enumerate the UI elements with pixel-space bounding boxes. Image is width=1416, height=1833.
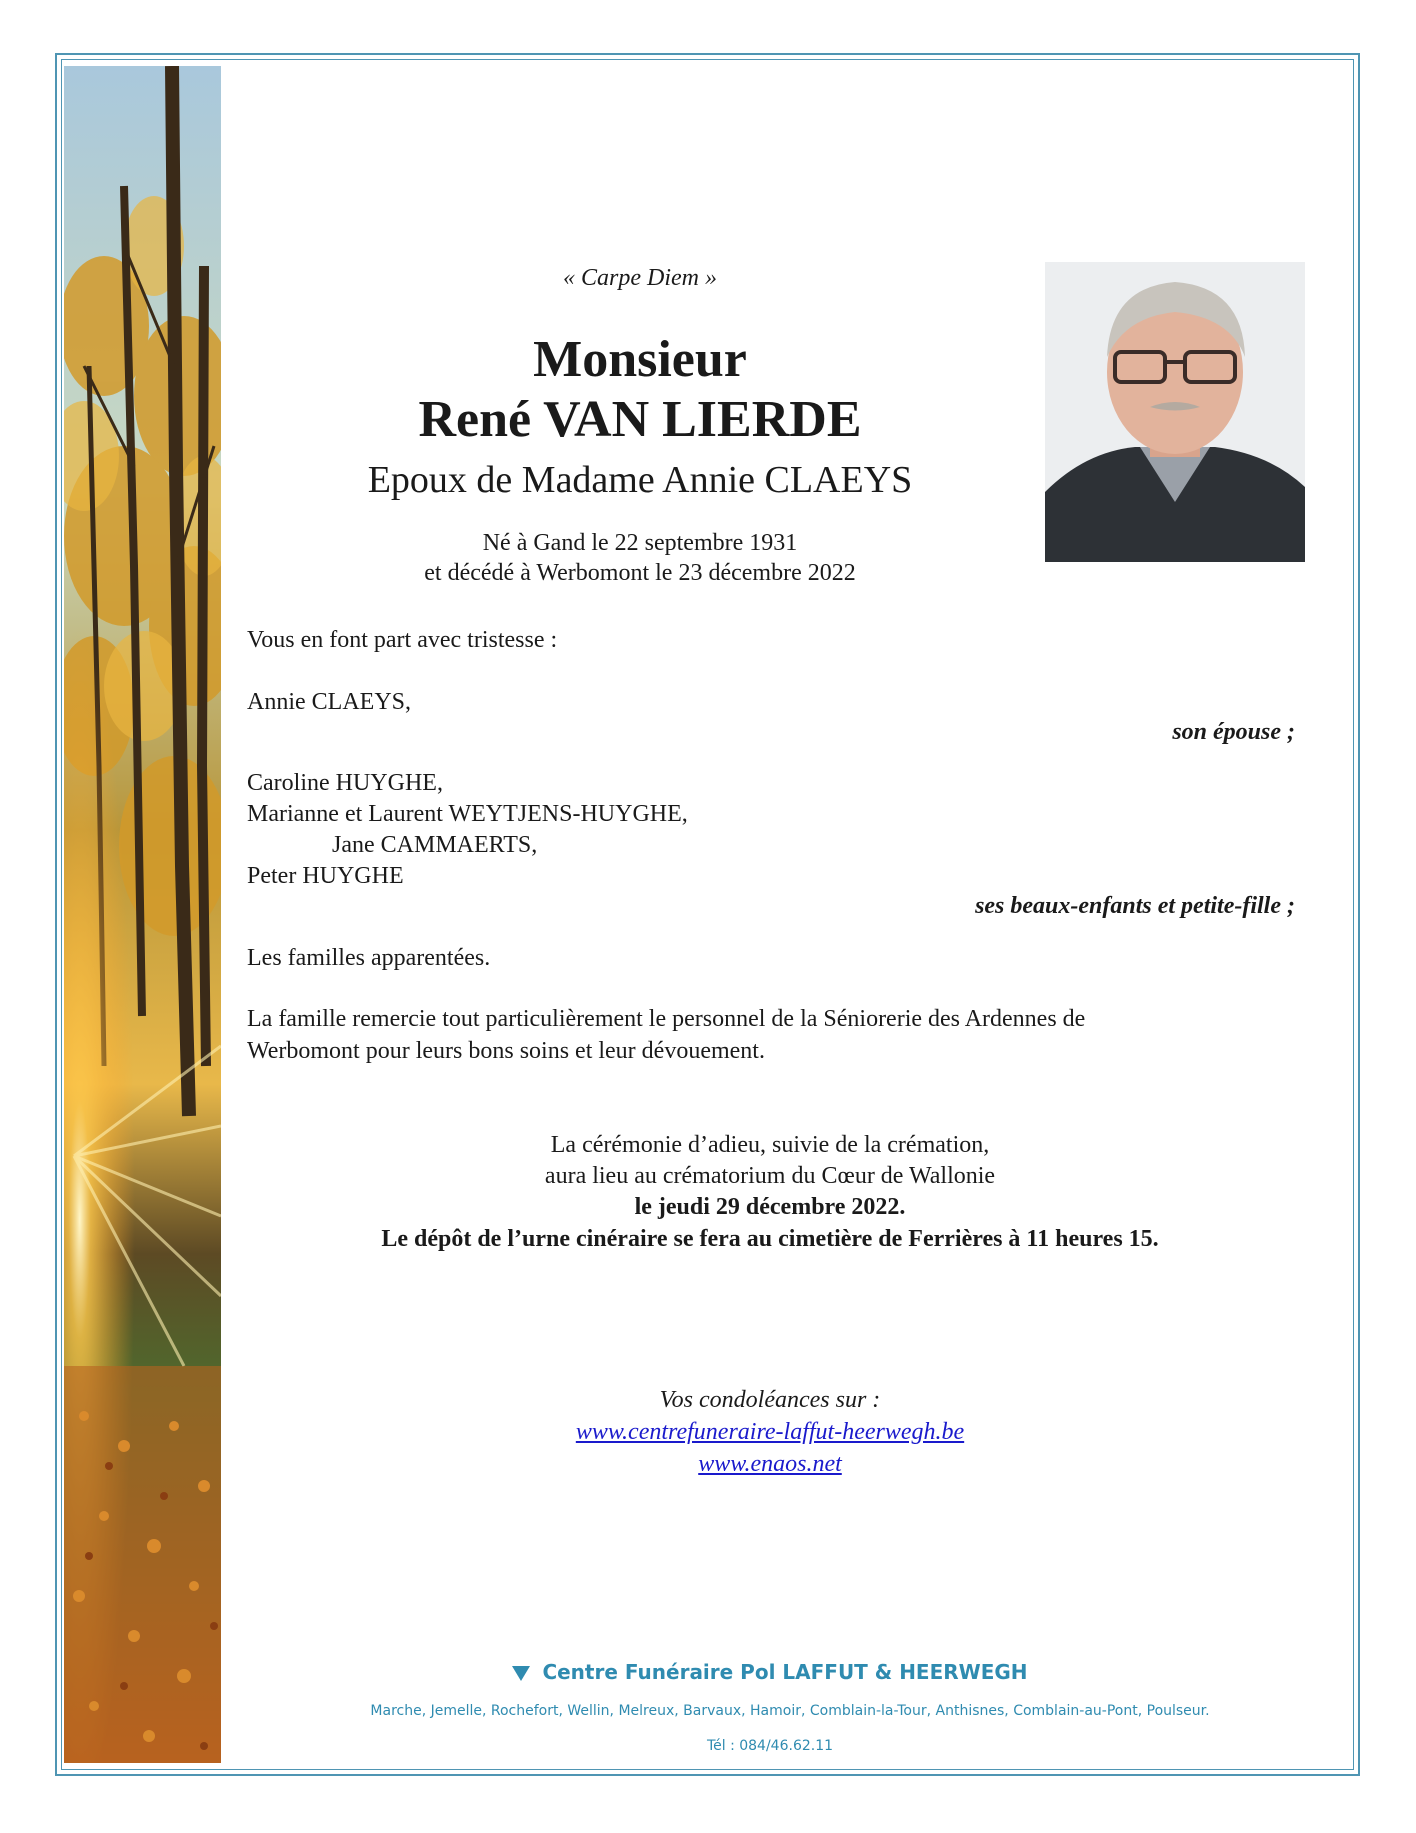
death-info: et décédé à Werbomont le 23 décembre 2022 bbox=[424, 560, 856, 586]
intro-text: Vous en font part avec tristesse : bbox=[247, 627, 558, 653]
urn-info: Le dépôt de l’urne cinéraire se fera au cimetière de Ferrières à 11 heures 15. bbox=[381, 1226, 1159, 1252]
condolences-label: Vos condoléances sur : bbox=[659, 1387, 881, 1413]
list-item: Peter HUYGHE bbox=[247, 863, 404, 889]
ceremony-line-1: La cérémonie d’adieu, suivie de la crémation, bbox=[550, 1132, 990, 1158]
ceremony-line-2: aura lieu au crématorium du Cœur de Wallonie bbox=[544, 1163, 996, 1189]
spouse-line: Epoux de Madame Annie CLAEYS bbox=[367, 459, 913, 501]
funeral-home-title bbox=[400, 1660, 1140, 1684]
condolences-link-funeral-home[interactable]: www.centrefuneraire-laffut-heerwegh.be bbox=[575, 1419, 965, 1445]
funeral-home-locations: Marche, Jemelle, Rochefort, Wellin, Melreux, Barvaux, Hamoir, Comblain-la-Tour, Anthisnes, Comblain-au-Pont, Poulseur. bbox=[370, 1703, 1210, 1719]
list-item: Caroline HUYGHE, bbox=[247, 770, 443, 796]
funeral-home-phone: Tél : 084/46.62.11 bbox=[706, 1738, 834, 1754]
triangle-down-icon bbox=[512, 1666, 530, 1681]
birth-info: Né à Gand le 22 septembre 1931 bbox=[482, 530, 798, 556]
condolences-link-enaos[interactable]: www.enaos.net bbox=[698, 1451, 842, 1477]
autumn-forest-image bbox=[64, 66, 221, 1763]
motto: « Carpe Diem » bbox=[563, 265, 717, 291]
thanks-line-1: La famille remercie tout particulièrement le personnel de la Séniorerie des Ardennes de bbox=[247, 1006, 1086, 1032]
deceased-name: René VAN LIERDE bbox=[418, 391, 862, 448]
ceremony-date: le jeudi 29 décembre 2022. bbox=[634, 1194, 906, 1220]
families-text: Les familles apparentées. bbox=[247, 945, 491, 971]
children-role: ses beaux-enfants et petite-fille ; bbox=[975, 893, 1295, 919]
salutation: Monsieur bbox=[533, 331, 747, 388]
spouse-name: Annie CLAEYS, bbox=[247, 689, 411, 715]
list-item: Jane CAMMAERTS, bbox=[332, 832, 538, 858]
funeral-home-name: Centre Funéraire Pol LAFFUT & HEERWEGH bbox=[542, 1660, 1028, 1684]
spouse-role: son épouse ; bbox=[1172, 719, 1295, 745]
thanks-line-2: Werbomont pour leurs bons soins et leur dévouement. bbox=[247, 1038, 765, 1064]
portrait-photo bbox=[1045, 262, 1305, 562]
list-item: Marianne et Laurent WEYTJENS-HUYGHE, bbox=[247, 801, 688, 827]
